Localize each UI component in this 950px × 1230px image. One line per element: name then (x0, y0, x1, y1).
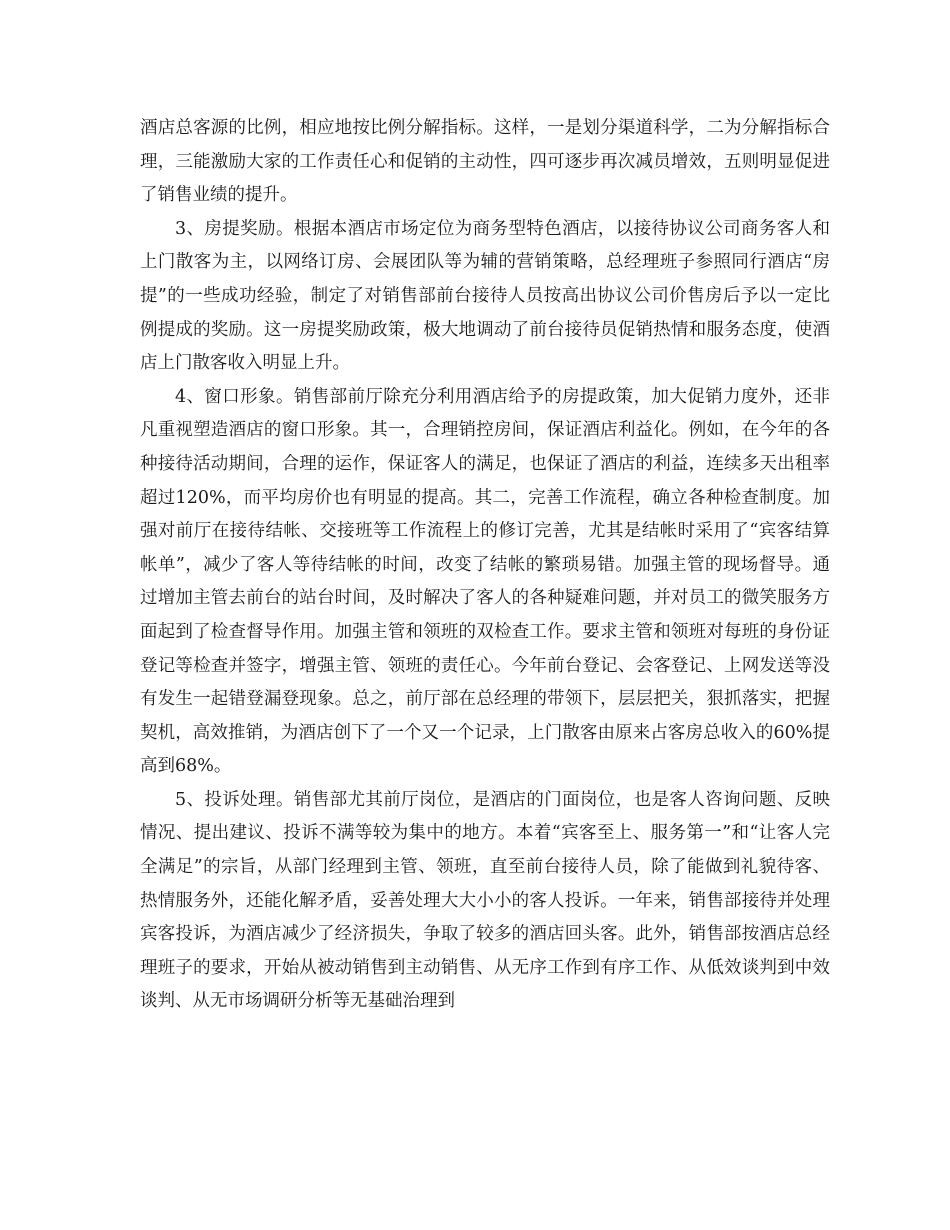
paragraph-room-commission: 3、房提奖励。根据本酒店市场定位为商务型特色酒店，以接待协议公司商务客人和上门散客为主，以网络订房、会展团队等为辅的营销策略，总经理班子参照同行酒店“房提”的一些成功经验，制定了对销售部前台接待人员按高出协议公司价售房后予以一定比例提成的奖励。这一房提奖励政策，极大地调动了前台接待员促销热情和服务态度，使酒店上门散客收入明显上升。 (140, 218, 830, 374)
paragraph-continuation: 酒店总客源的比例，相应地按比例分解指标。这样，一是划分渠道科学，二为分解指标合理，三能激励大家的工作责任心和促销的主动性，四可逐步再次减员增效，五则明显促进了销售业绩的提升。 (140, 118, 830, 206)
document-body (140, 112, 830, 1019)
paragraph-window-image: 4、窗口形象。销售部前厅除充分利用酒店给予的房提政策，加大促销力度外，还非凡重视塑造酒店的窗口形象。其一，合理销控房间，保证酒店利益化。例如，在今年的各种接待活动期间，合理的运作，保证客人的满足，也保证了酒店的利益，连续多天出租率超过120%，而平均房价也有明显的提高。其二，完善工作流程，确立各种检查制度。加强对前厅在接待结帐、交接班等工作流程上的修订完善，尤其是结帐时采用了“宾客结算帐单”，减少了客人等待结帐的时间，改变了结帐的繁琐易错。加强主管的现场督导。通过增加主管去前台的站台时间，及时解决了客人的各种疑难问题，并对员工的微笑服务方面起到了检查督导作用。加强主管和领班的双检查工作。要求主管和领班对每班的身份证登记等检查并签字，增强主管、领班的责任心。今年前台登记、会客登记、上网发送等没有发生一起错登漏登现象。总之，前厅部在总经理的带领下，层层把关，狠抓落实，把握契机，高效推销，为酒店创下了一个又一个记录，上门散客由原来占客房总收入的60%提高到68%。 (140, 386, 830, 777)
paragraph-complaint-handling: 5、投诉处理。销售部尤其前厅岗位，是酒店的门面岗位，也是客人咨询问题、反映情况、提出建议、投诉不满等较为集中的地方。本着“宾客至上、服务第一”和“让客人完全满足”的宗旨，从部门经理到主管、领班，直至前台接待人员，除了能做到礼貌待客、热情服务外，还能化解矛盾，妥善处理大大小小的客人投诉。一年来，销售部接待并处理宾客投诉，为酒店减少了经济损失，争取了较多的酒店回头客。此外，销售部按酒店总经理班子的要求，开始从被动销售到主动销售、从无序工作到有序工作、从低效谈判到中效谈判、从无市场调研分析等无基础治理到 (140, 789, 830, 1012)
